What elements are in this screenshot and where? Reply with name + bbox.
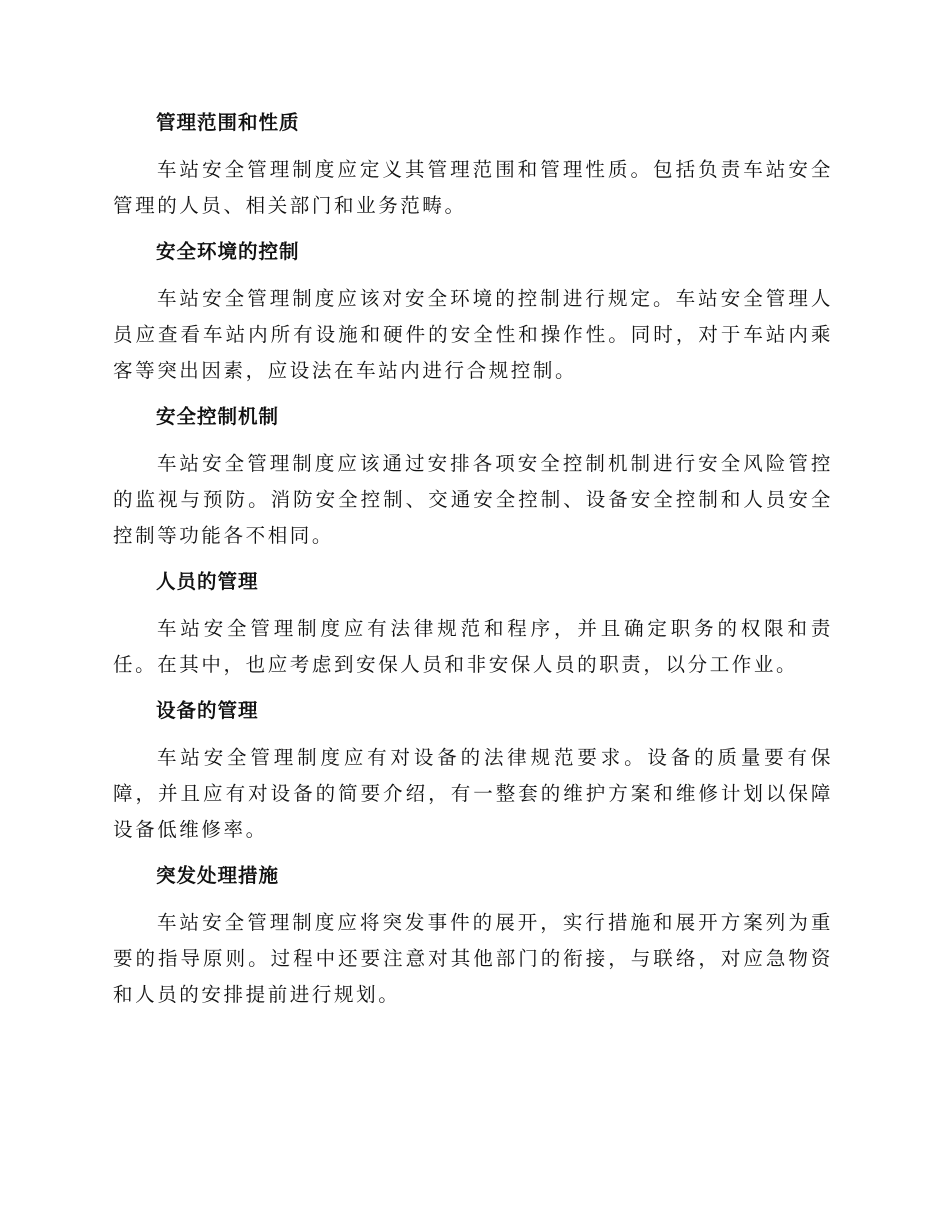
section-environment-control (113, 233, 833, 389)
section-management-scope (113, 104, 833, 224)
section-control-mechanism (113, 398, 833, 554)
section-paragraph: 车站安全管理制度应将突发事件的展开，实行措施和展开方案列为重要的指导原则。过程中还要注意对其他部门的衔接，与联络，对应急物资和人员的安排提前进行规划。 (113, 911, 833, 1006)
section-paragraph: 车站安全管理制度应该通过安排各项安全控制机制进行安全风险管控的监视与预防。消防安全控制、交通安全控制、设备安全控制和人员安全控制等功能各不相同。 (113, 452, 833, 547)
section-heading: 突发处理措施 (156, 864, 280, 887)
section-heading: 安全环境的控制 (156, 240, 300, 263)
section-paragraph: 车站安全管理制度应该对安全环境的控制进行规定。车站安全管理人员应查看车站内所有设施和硬件的安全性和操作性。同时，对于车站内乘客等突出因素，应设法在车站内进行合规控制。 (113, 287, 833, 382)
section-equipment-management (113, 692, 833, 848)
section-heading: 管理范围和性质 (156, 111, 300, 134)
section-emergency-measures (113, 857, 833, 1013)
section-personnel-management (113, 563, 833, 683)
section-heading: 安全控制机制 (156, 405, 280, 428)
document-content (113, 104, 833, 1022)
section-paragraph: 车站安全管理制度应定义其管理范围和管理性质。包括负责车站安全管理的人员、相关部门和业务范畴。 (113, 158, 833, 217)
section-paragraph: 车站安全管理制度应有对设备的法律规范要求。设备的质量要有保障，并且应有对设备的简要介绍，有一整套的维护方案和维修计划以保障设备低维修率。 (113, 746, 833, 841)
section-heading: 人员的管理 (156, 570, 259, 593)
section-paragraph: 车站安全管理制度应有法律规范和程序，并且确定职务的权限和责任。在其中，也应考虑到安保人员和非安保人员的职责，以分工作业。 (113, 617, 833, 676)
section-heading: 设备的管理 (156, 699, 259, 722)
